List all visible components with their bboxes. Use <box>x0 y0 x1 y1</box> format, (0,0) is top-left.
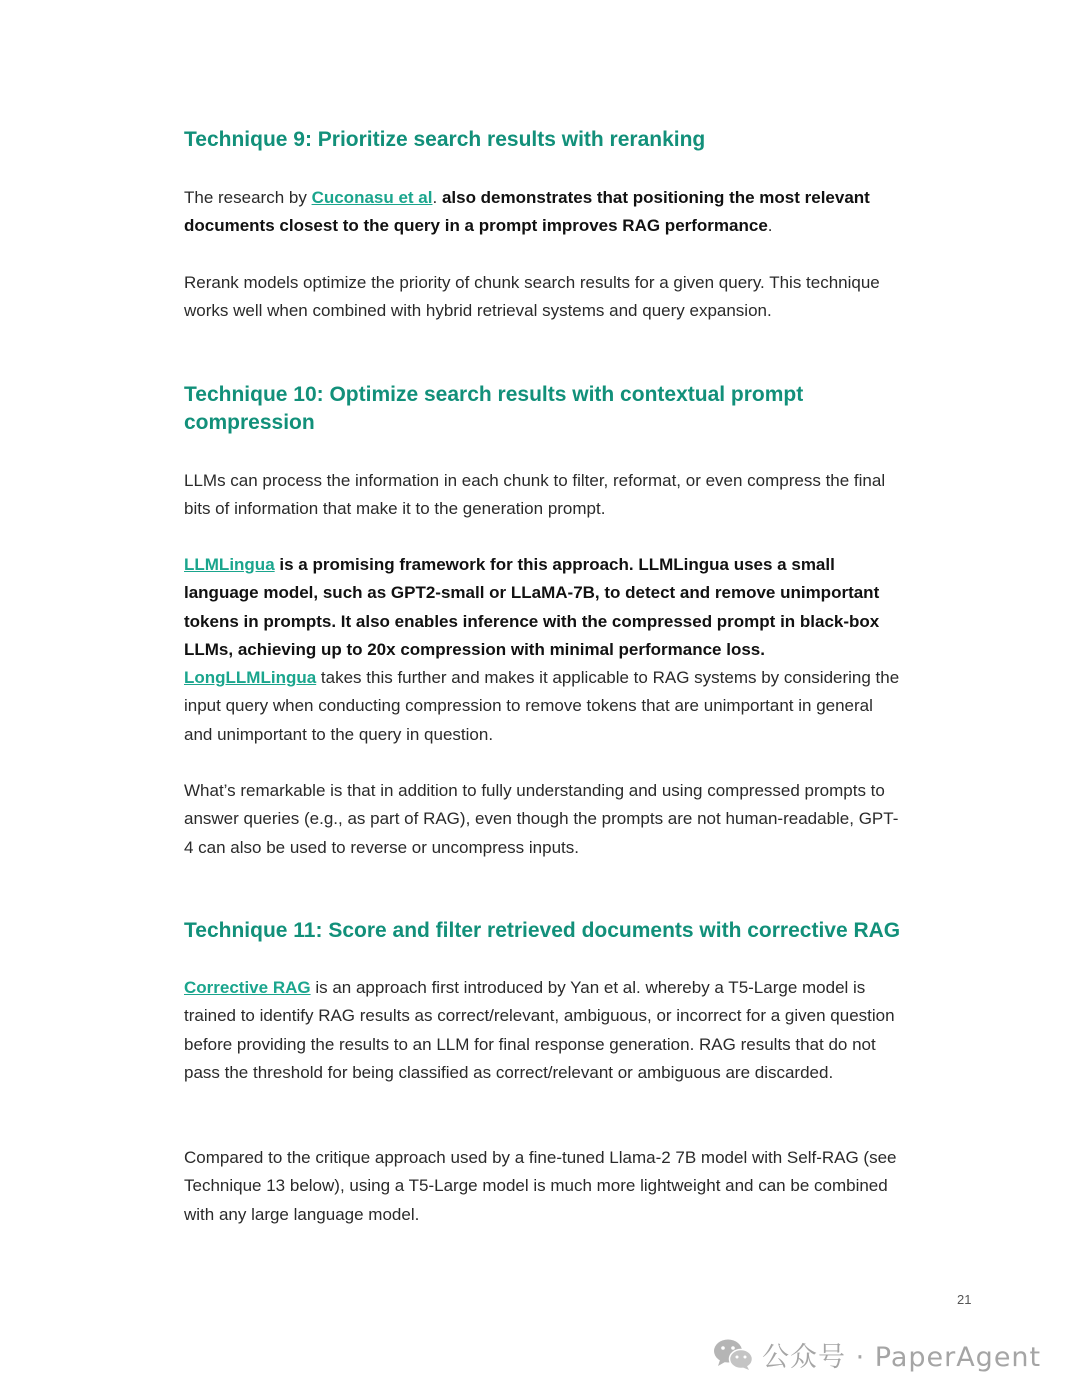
text: is an approach first introduced by Yan et al. whereby a T5-Large model is trained to identify RAG results as correct/relevant, ambiguous, or incorrect for a given question before providing the results to an LLM for final response generation. RAG results that do not pass the threshold for being classified as correct/relevant or ambiguous are discarded. <box>184 978 895 1082</box>
text: . <box>767 216 773 236</box>
bold-text: is a promising framework for this approach. LLMLingua uses a small language model, such as GPT2-small or LLaMA-7B, to detect and remove unimportant tokens in prompts. It also enables inference with the compressed prompt in black-box LLMs, achieving up to 20x compression with minimal performance loss. <box>184 555 880 659</box>
link-corrective-rag[interactable]: Corrective RAG <box>184 978 311 997</box>
heading-line: compression <box>184 411 315 434</box>
text: . <box>432 188 442 207</box>
heading-line: Technique 10: Optimize search results with contextual prompt <box>184 383 804 406</box>
heading-technique-11: Technique 11: Score and filter retrieved documents with corrective RAG <box>184 919 901 942</box>
link-cuconasu-et-al[interactable]: Cuconasu et al <box>311 188 433 207</box>
link-longllmlingua[interactable]: LongLLMLingua <box>184 668 317 688</box>
technique-9-paragraph-1 <box>184 184 900 241</box>
technique-11-paragraph-1 <box>184 974 900 1087</box>
watermark-text: 公众号 · PaperAgent <box>762 1341 1042 1373</box>
text: takes this further and makes it applicable to RAG systems by considering the input query when conducting compression to remove tokens that are unimportant in general and unimportant to the query in question. <box>184 668 900 744</box>
page-number: 21 <box>957 1292 972 1307</box>
heading-technique-9: Technique 9: Prioritize search results with reranking <box>184 128 706 151</box>
link-llmlingua[interactable]: LLMLingua <box>184 555 275 574</box>
technique-10-paragraph-2 <box>184 551 900 749</box>
watermark <box>712 1335 1041 1373</box>
technique-10-paragraph-1: LLMs can process the information in each chunk to filter, reformat, or even compress the final bits of information that make it to the generation prompt. <box>184 471 886 519</box>
technique-9-paragraph-2: Rerank models optimize the priority of chunk search results for a given query. This technique works well when combined with hybrid retrieval systems and query expansion. <box>184 273 880 321</box>
wechat-icon <box>712 1337 754 1371</box>
technique-10-paragraph-3: What’s remarkable is that in addition to fully understanding and using compressed prompts to answer queries (e.g., as part of RAG), even though the prompts are not human-readable, GPT-4 can also be used to reverse or uncompress inputs. <box>184 781 899 857</box>
technique-11-paragraph-2: Compared to the critique approach used by a fine-tuned Llama-2 7B model with Self-RAG (see Technique 13 below), using a T5-Large model is much more lightweight and can be combined with any large language model. <box>184 1148 897 1224</box>
text: The research by <box>184 188 312 207</box>
heading-technique-10 <box>184 381 904 437</box>
bold-text: also demonstrates that positioning the most relevant documents closest to the query in a prompt improves RAG performance <box>184 188 870 236</box>
